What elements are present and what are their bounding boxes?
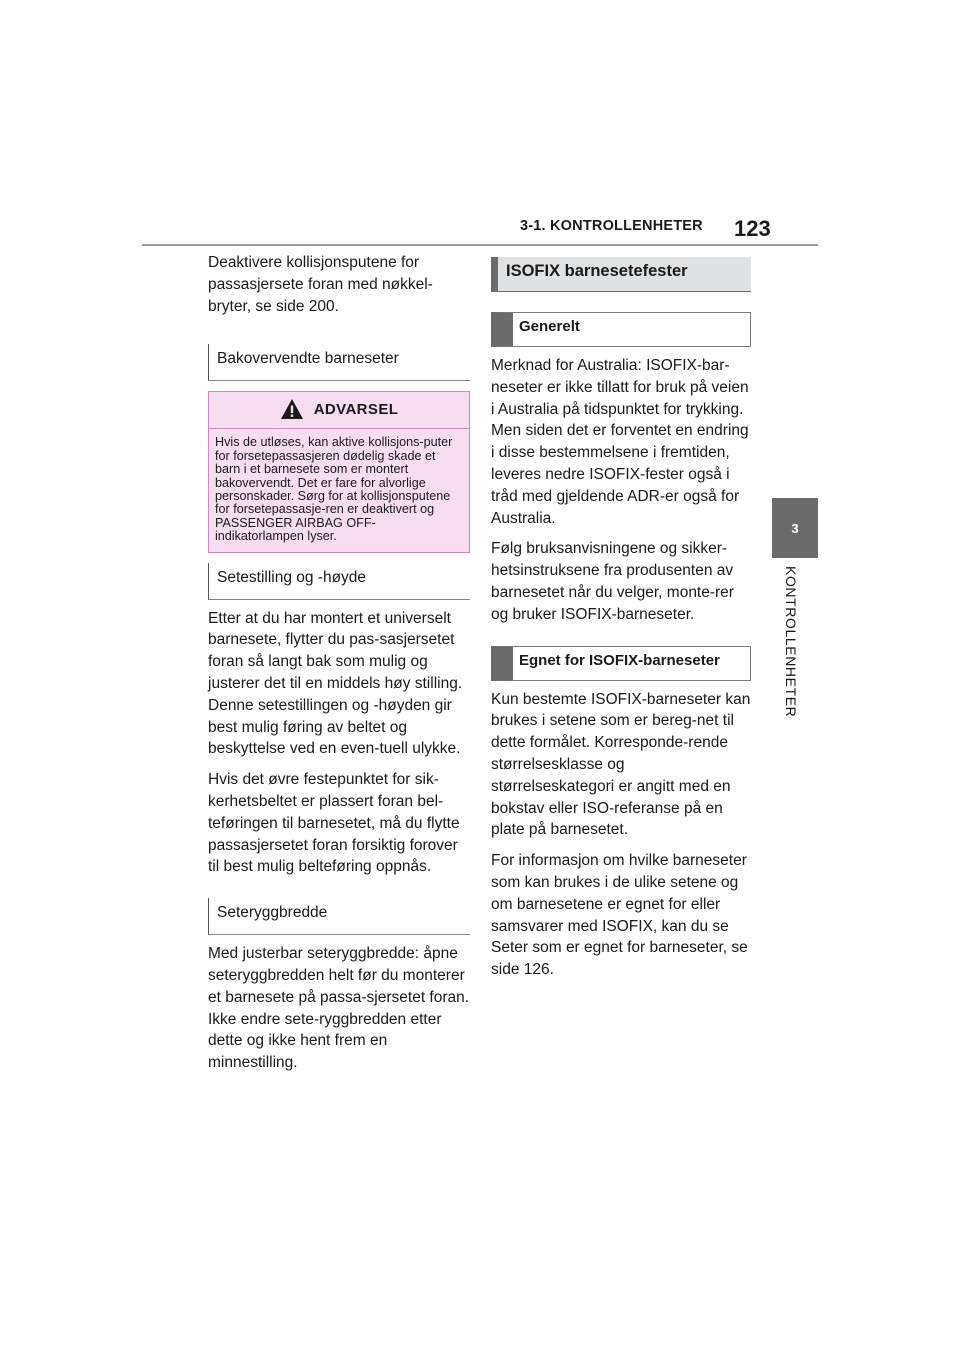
warning-text: Hvis de utløses, kan aktive kollisjons-puter for forsetepassasjeren dødelig skade et barn i et barnesete som er montert bakovervendt. Det er fare for alvorlige personskader. Sørg for at kollisjonsputene for forsetepassasje-ren er deaktivert og PASSENGER AIRBAG OFF-indikatorlampen lyser.: [215, 435, 453, 544]
right-column: [491, 257, 751, 990]
heading-isofix: ISOFIX barnesetefester: [491, 257, 751, 292]
chapter-label: KONTROLLENHETER: [783, 566, 799, 718]
heading-isofix-suitable: Egnet for ISOFIX-barneseter: [491, 646, 751, 681]
subheading-seat-position: Setestilling og -høyde: [208, 563, 470, 600]
warning-header: [209, 392, 469, 429]
belt-anchor-paragraph: Hvis det øvre festepunktet for sik-kerhetsbeltet er plassert foran bel-teføringen til barnesetet, må du flytte passasjersetet foran forsiktig forover til best mulig belteføring oppnås.: [208, 771, 460, 876]
warning-box: [208, 391, 470, 552]
manufacturer-instructions-paragraph: Følg bruksanvisningene og sikker-hetsinstruksene fra produsenten av barnesetet når du velger, monte-rer og bruker ISOFIX-barneseter.: [491, 540, 734, 623]
section-title: 3-1. KONTROLLENHETER: [520, 218, 703, 234]
australia-paragraph: Merknad for Australia: ISOFIX-bar-neseter er ikke tillatt for bruk på veien i Australia på tidspunktet for trykking. Men siden det er forventet en endring i disse bestemmelsene i fremtiden, leveres nedre ISOFIX-fester også i tråd med gjeldende ADR-er også for Australia.: [491, 357, 749, 527]
isofix-seats-paragraph: Kun bestemte ISOFIX-barneseter kan brukes i setene som er bereg-net til dette formålet. Korresponde-rende størrelsesklasse og størrelseskategori er angitt med en bokstav eller ISO-referanse på en plate på barnesetet.: [491, 690, 751, 839]
subheading-backrest-width: Seteryggbredde: [208, 898, 470, 935]
heading-general: Generelt: [491, 312, 751, 347]
chapter-tab: 3: [772, 498, 818, 558]
header-divider: [142, 244, 818, 246]
subheading-rear-facing: Bakovervendte barneseter: [208, 344, 470, 381]
seat-position-paragraph: Etter at du har montert et universelt barnesete, flytter du pas-sasjersetet foran så langt bak som mulig og justerer det til en middels høy stilling. Denne setestillingen og -høyden gir best mulig føring av beltet og beskyttelse ved en even-tuell ulykke.: [208, 609, 463, 758]
intro-paragraph: Deaktivere kollisjonsputene for passasjersete foran med nøkkel-bryter, se side 200.: [208, 254, 433, 315]
backrest-width-paragraph: Med justerbar seteryggbredde: åpne seteryggbredden helt før du monterer et barnesete på passa-sjersetet foran. Ikke endre sete-ryggbredden etter dette og ikke hent frem en minnestilling.: [208, 945, 470, 1072]
information-paragraph: For informasjon om hvilke barneseter som kan brukes i de ulike setene og om barnesetene er egnet for eller samsvarer med ISOFIX, kan du se Seter som er egnet for barneseter, se side 126.: [491, 852, 748, 979]
left-column: [208, 252, 470, 1083]
warning-triangle-icon: [280, 398, 304, 420]
warning-title: ADVARSEL: [313, 400, 399, 418]
page-number: 123: [734, 216, 771, 241]
